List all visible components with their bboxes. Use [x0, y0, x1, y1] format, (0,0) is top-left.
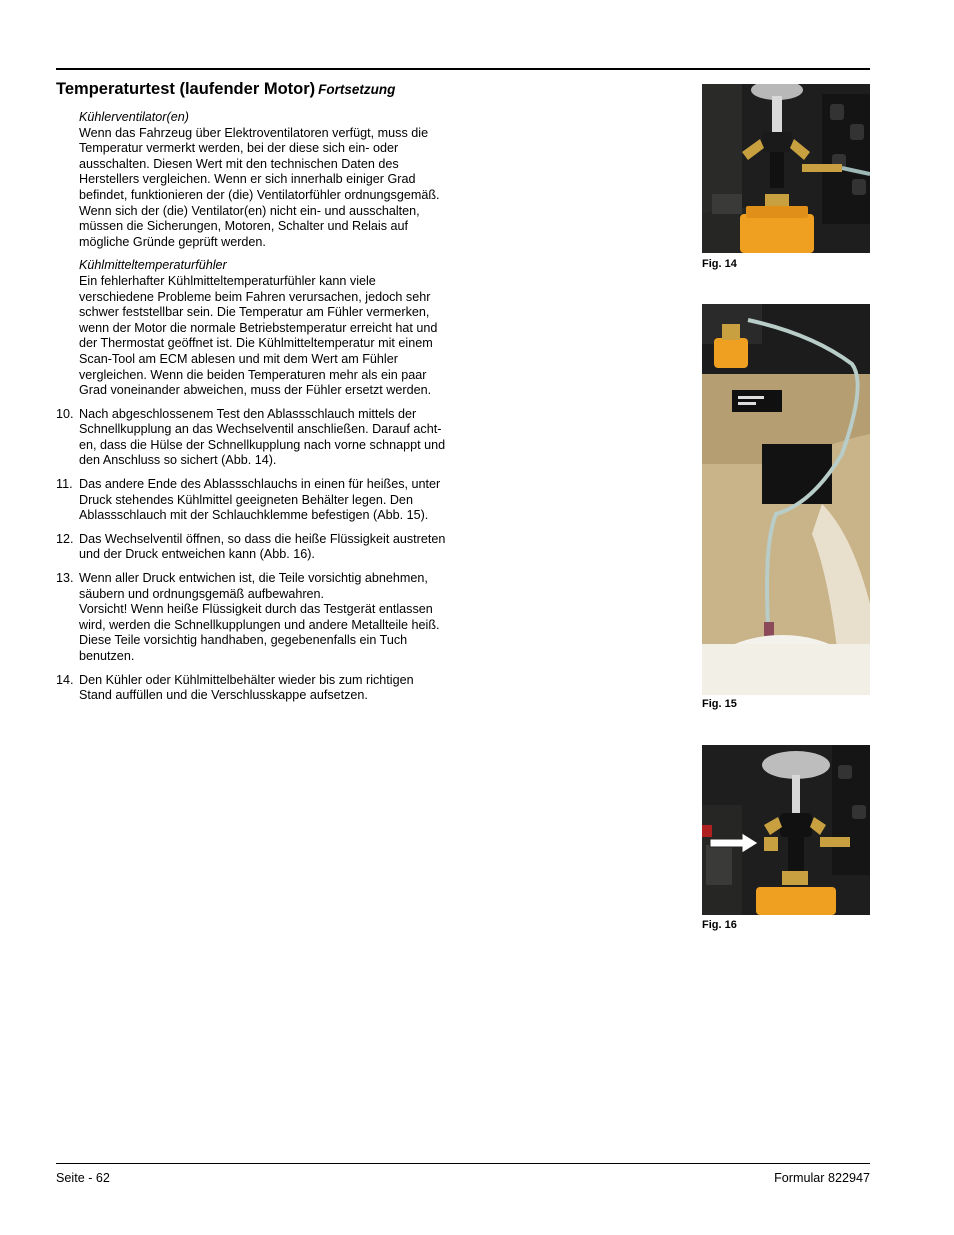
paragraph-line: Temperatur vermerkt werden, bei der diese sich ein- oder	[79, 141, 399, 156]
step-line: Druck stehendes Kühlmittel geeigneten Behälter legen. Den	[79, 492, 413, 507]
step-number: 11.	[56, 477, 73, 492]
step-line: Stand auffüllen und die Verschlusskappe aufsetzen.	[79, 688, 368, 703]
subsection-fans	[79, 110, 486, 250]
paragraph-line: befindet, funktionieren der (die) Ventilatorfühler ordnungsgemäß.	[79, 187, 440, 202]
heading-title: Temperaturtest (laufender Motor)	[56, 80, 316, 98]
step-item	[56, 407, 486, 469]
step-list	[56, 407, 486, 704]
subsection-coolant-sensor	[79, 258, 486, 398]
step-line: Wenn aller Druck entwichen ist, die Teile vorsichtig abnehmen,	[79, 571, 428, 586]
top-rule	[56, 68, 870, 70]
step-line: benutzen.	[79, 649, 135, 663]
step-number: 13.	[56, 571, 74, 586]
step-line: Diese Teile vorsichtig handhaben, gegebenenfalls ein Tuch	[79, 633, 408, 648]
step-line: Vorsicht! Wenn heiße Flüssigkeit durch das Testgerät entlassen	[79, 602, 433, 617]
paragraph-line: ausschalten. Diesen Wert mit den technischen Daten des	[79, 156, 399, 171]
paragraph-line: der Thermostat geöffnet ist. Die Kühlmitteltemperatur mit einem	[79, 336, 433, 351]
paragraph-line: Scan-Tool am ECM ablesen und mit dem Wert am Fühler	[79, 351, 398, 366]
fig16-caption: Fig. 16	[702, 919, 737, 931]
step-line: Nach abgeschlossenem Test den Ablassschlauch mittels der	[79, 406, 417, 421]
fig16-photo	[702, 745, 870, 915]
fig14-photo	[702, 84, 870, 253]
subsection-title: Kühlerventilator(en)	[79, 110, 189, 124]
paragraph-line: verschiedene Probleme beim Fahren verursachen, jedoch sehr	[79, 289, 431, 304]
step-item	[56, 477, 486, 524]
bottom-rule	[56, 1163, 870, 1164]
step-item	[56, 673, 486, 704]
page-number: Seite - 62	[56, 1171, 110, 1185]
step-item	[56, 571, 486, 665]
paragraph-line: Ein fehlerhafter Kühlmitteltemperaturfühler kann viele	[79, 273, 376, 288]
step-number: 14.	[56, 672, 74, 687]
step-line: und der Druck entweichen kann (Abb. 16).	[79, 547, 315, 562]
paragraph-line: Herstellers vergleichen. Wenn er sich innerhalb einiger Grad	[79, 172, 416, 187]
step-line: wird, werden die Schnellkupplungen und andere Metallteile heiß.	[79, 617, 440, 632]
paragraph-line: Grad voneinander abweichen, muss der Fühler ersetzt werden.	[79, 383, 432, 398]
paragraph-line: mögliche Gründe geprüft werden.	[79, 234, 266, 249]
subsection-title: Kühlmitteltemperaturfühler	[79, 258, 227, 273]
paragraph-line: Wenn das Fahrzeug über Elektroventilatoren verfügt, muss die	[79, 125, 429, 140]
step-item	[56, 532, 486, 563]
step-line: Schnellkupplung an das Wechselventil anschließen. Darauf acht-	[79, 422, 442, 437]
form-number: Formular 822947	[774, 1171, 870, 1185]
step-line: den Anschluss so sichert (Abb. 14).	[79, 453, 277, 468]
paragraph-line: Wenn sich der (die) Ventilator(en) nicht ein- und ausschalten,	[79, 203, 420, 218]
fig14-caption: Fig. 14	[702, 258, 737, 270]
page-heading	[56, 80, 395, 99]
paragraph-line: wenn der Motor die normale Betriebstemperatur erreicht hat und	[79, 320, 438, 335]
paragraph-line: vergleichen. Wenn die beiden Temperaturen mehr als ein paar	[79, 367, 427, 382]
heading-continued: Fortsetzung	[318, 82, 396, 97]
paragraph-line: müssen die Sicherungen, Motoren, Schalter und Relais auf	[79, 219, 409, 234]
fig15-caption: Fig. 15	[702, 698, 737, 710]
step-line: Das andere Ende des Ablassschlauchs in einen für heißes, unter	[79, 477, 441, 492]
step-number: 10.	[56, 406, 74, 421]
body-text	[56, 110, 486, 712]
step-line: säubern und ordnungsgemäß aufbewahren.	[79, 586, 325, 601]
step-line: Ablassschlauch mit der Schlauchklemme befestigen (Abb. 15).	[79, 508, 429, 523]
step-line: Das Wechselventil öffnen, so dass die heiße Flüssigkeit austreten	[79, 531, 446, 546]
step-number: 12.	[56, 531, 74, 546]
fig15-photo	[702, 304, 870, 695]
step-line: en, dass die Hülse der Schnellkupplung nach vorne schnappt und	[79, 437, 446, 452]
paragraph-line: schwer feststellbar sein. Die Temperatur am Fühler vermerken,	[79, 305, 430, 320]
step-line: Den Kühler oder Kühlmittelbehälter wieder bis zum richtigen	[79, 672, 414, 687]
